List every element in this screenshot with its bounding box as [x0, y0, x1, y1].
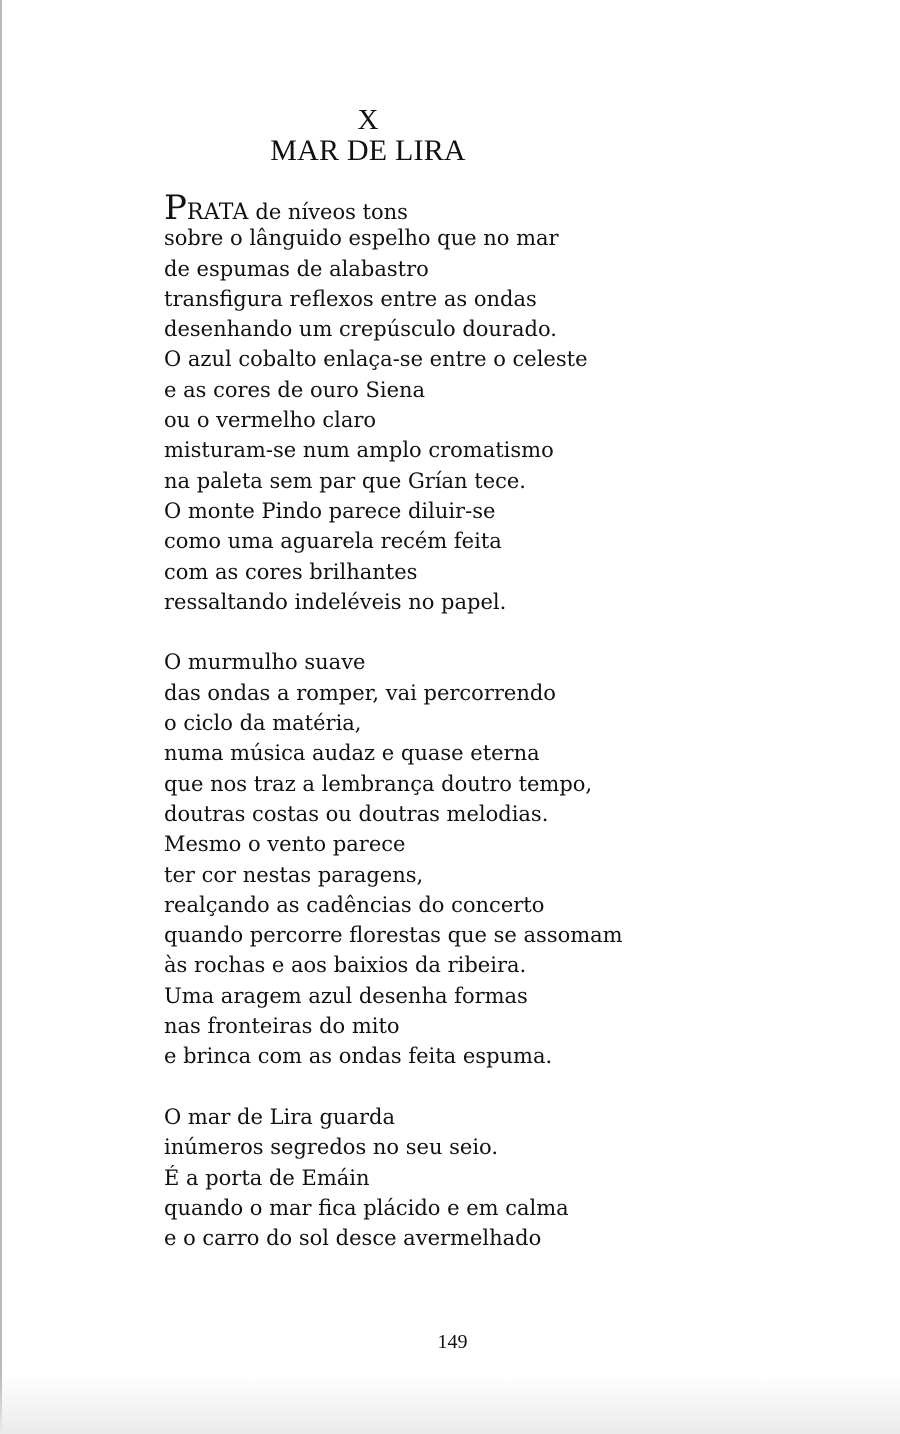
- stanza: [164, 647, 864, 1071]
- poem-line: Mesmo o vento parece: [164, 832, 406, 857]
- poem-line: ter cor nestas paragens,: [164, 862, 424, 887]
- small-caps-word: RATA: [186, 200, 249, 225]
- poem-line: e o carro do sol desce avermelhado: [164, 1226, 542, 1251]
- poem-line: ou o vermelho claro: [164, 408, 377, 433]
- poem-line: nas fronteiras do mito: [164, 1014, 400, 1039]
- poem-line: das ondas a romper, vai percorrendo: [164, 680, 556, 705]
- chapter-title: MAR DE LIRA: [270, 134, 466, 167]
- poem-line: O mar de Lira guarda: [164, 1104, 395, 1129]
- page-bottom-shadow: [0, 1374, 900, 1434]
- poem-line: de espumas de alabastro: [164, 256, 429, 281]
- page-number: 149: [437, 1331, 468, 1353]
- dropcap-initial: P: [164, 188, 187, 228]
- poem-line: o ciclo da matéria,: [164, 711, 362, 736]
- poem-line: e as cores de ouro Siena: [164, 377, 426, 402]
- chapter-number: X: [357, 104, 379, 136]
- poem-line: doutras costas ou doutras melodias.: [164, 801, 549, 826]
- first-line-text: de níveos tons: [248, 200, 408, 224]
- poem-line: na paleta sem par que Grían tece.: [164, 468, 526, 493]
- poem-line: O murmulho suave: [164, 650, 366, 675]
- page-edge: [0, 0, 2, 1434]
- poem-line: transfigura reflexos entre as ondas: [164, 286, 537, 311]
- poem-line: É a porta de Emáin: [164, 1165, 370, 1190]
- poem-line: às rochas e aos baixios da ribeira.: [164, 953, 527, 978]
- poem-line: ressaltando indeléveis no papel.: [164, 589, 507, 614]
- poem-line: [164, 188, 864, 228]
- poem-line: numa música audaz e quase eterna: [164, 741, 540, 766]
- poem-line: inúmeros segredos no seu seio.: [164, 1135, 499, 1160]
- poem-line: quando percorre florestas que se assomam: [164, 923, 623, 948]
- poem: [164, 188, 864, 1284]
- poem-line: misturam-se num amplo cromatismo: [164, 438, 554, 463]
- poem-line: quando o mar fica plácido e em calma: [164, 1195, 569, 1220]
- stanza: [164, 188, 864, 617]
- poem-line: realçando as cadências do concerto: [164, 892, 545, 917]
- poem-line: como uma aguarela recém feita: [164, 529, 502, 554]
- poem-line: Uma aragem azul desenha formas: [164, 983, 528, 1008]
- poem-line: que nos traz a lembrança doutro tempo,: [164, 771, 593, 796]
- poem-line: com as cores brilhantes: [164, 559, 418, 584]
- poem-line: desenhando um crepúsculo dourado.: [164, 317, 557, 342]
- stanza: [164, 1102, 864, 1253]
- poem-line: O azul cobalto enlaça-se entre o celeste: [164, 347, 588, 372]
- poem-line: sobre o lânguido espelho que no mar: [164, 226, 559, 251]
- poem-line: e brinca com as ondas feita espuma.: [164, 1044, 553, 1069]
- poem-line: O monte Pindo parece diluir-se: [164, 498, 496, 523]
